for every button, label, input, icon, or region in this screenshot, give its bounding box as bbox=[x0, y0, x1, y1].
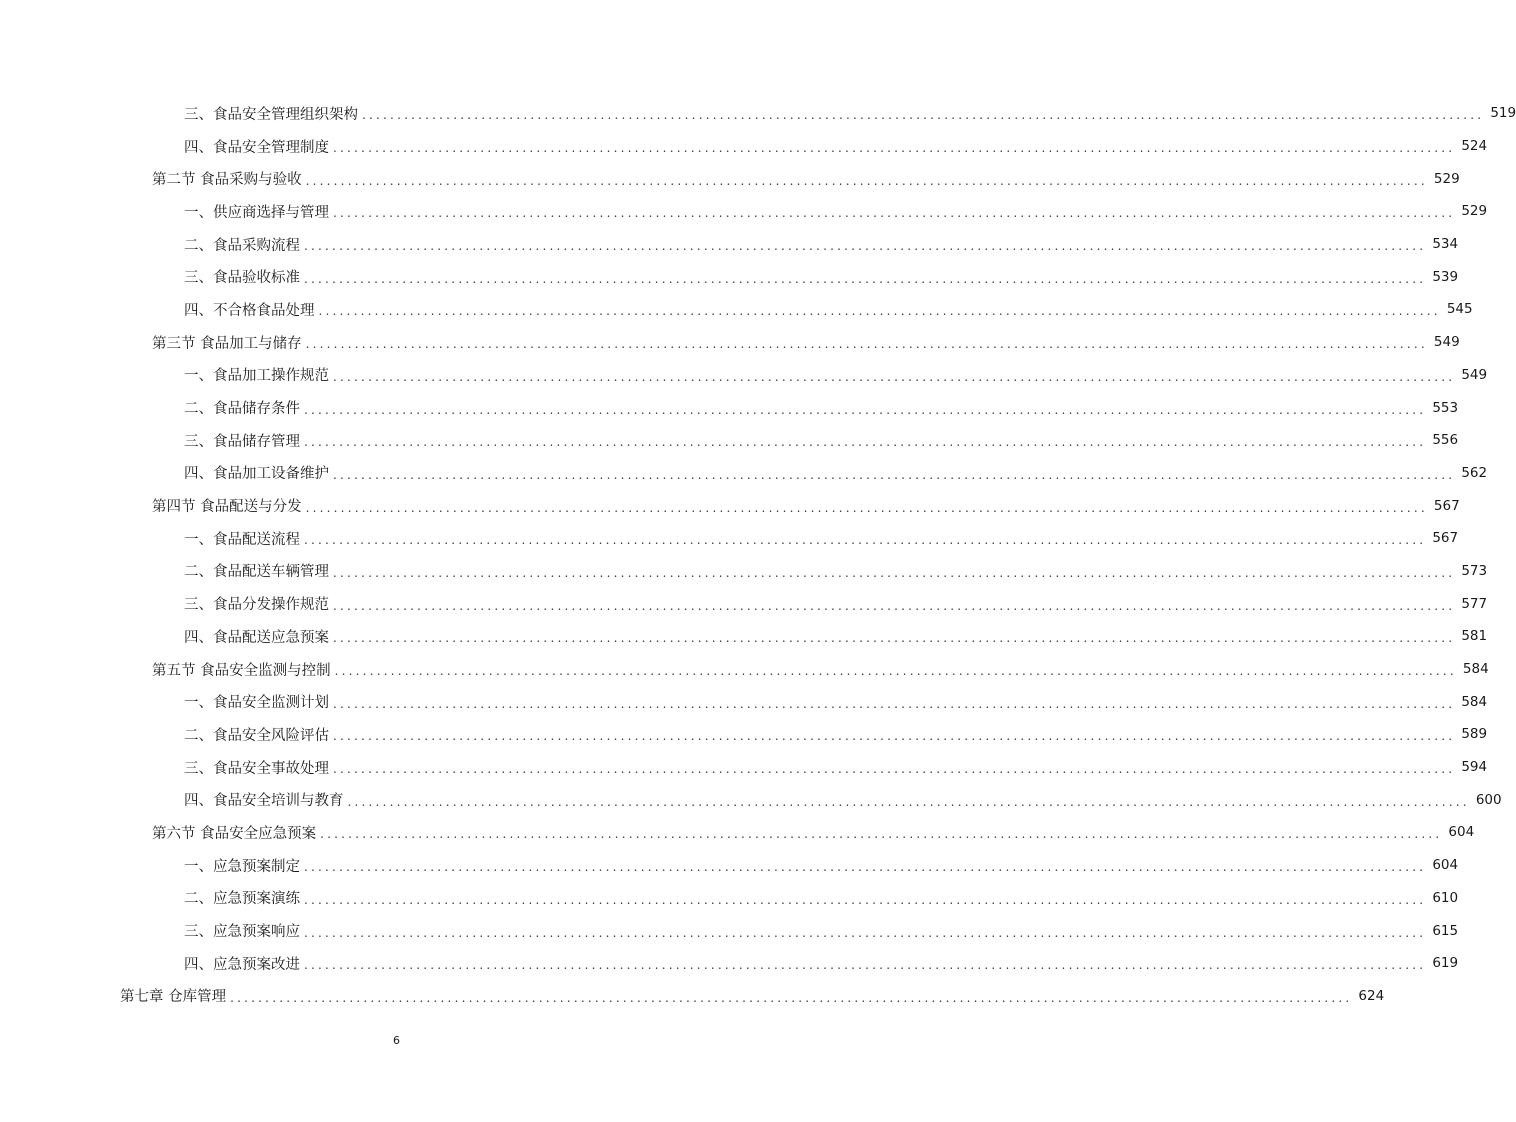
toc-entry-title: 二、食品配送车辆管理 bbox=[184, 564, 329, 581]
toc-section-entry[interactable] bbox=[0, 162, 1460, 195]
toc-entry-title: 一、食品配送流程 bbox=[184, 531, 300, 548]
toc-entry-title: 第五节 食品安全监测与控制 bbox=[152, 662, 331, 679]
toc-entry-title: 一、供应商选择与管理 bbox=[184, 204, 329, 221]
toc-dot-leader: ................................................................................................................................................................ bbox=[304, 239, 1427, 254]
toc-entry-page: 529 bbox=[1461, 203, 1488, 220]
toc-dot-leader: ................................................................................................................................................................ bbox=[333, 696, 1456, 711]
toc-dot-leader: ................................................................................................................................................................ bbox=[362, 108, 1485, 123]
toc-entry-title: 四、食品安全管理制度 bbox=[184, 139, 329, 156]
toc-entry-page: 600 bbox=[1475, 791, 1502, 808]
toc-entry-page: 604 bbox=[1448, 824, 1475, 841]
toc-dot-leader: ................................................................................................................................................................ bbox=[333, 762, 1456, 777]
toc-entry-title: 三、食品验收标准 bbox=[184, 270, 300, 287]
toc-entry-title: 二、食品安全风险评估 bbox=[184, 727, 329, 744]
toc-entry-title: 第四节 食品配送与分发 bbox=[152, 499, 302, 516]
toc-entry-title: 第二节 食品采购与验收 bbox=[152, 172, 302, 189]
toc-entry-title: 二、食品采购流程 bbox=[184, 237, 300, 254]
toc-subsection-entry[interactable] bbox=[0, 424, 1459, 457]
toc-subsection-entry[interactable] bbox=[0, 130, 1488, 163]
toc-entry-title: 第七章 仓库管理 bbox=[120, 989, 227, 1006]
toc-dot-leader: ................................................................................................................................................................ bbox=[333, 369, 1456, 384]
toc-entry-page: 529 bbox=[1433, 170, 1460, 187]
toc-entry-page: 549 bbox=[1433, 334, 1460, 351]
toc-entry-page: 539 bbox=[1432, 268, 1459, 285]
toc-dot-leader: ................................................................................................................................................................ bbox=[334, 664, 1457, 679]
toc-dot-leader: ................................................................................................................................................................ bbox=[304, 860, 1427, 875]
toc-subsection-entry[interactable] bbox=[0, 457, 1488, 490]
toc-entry-title: 三、食品安全管理组织架构 bbox=[184, 106, 358, 123]
toc-dot-leader: ................................................................................................................................................................ bbox=[305, 337, 1428, 352]
toc-dot-leader: ................................................................................................................................................................ bbox=[333, 141, 1456, 156]
toc-entry-page: 549 bbox=[1461, 366, 1488, 383]
toc-dot-leader: ................................................................................................................................................................ bbox=[333, 206, 1456, 221]
toc-dot-leader: ................................................................................................................................................................ bbox=[333, 598, 1456, 613]
toc-entry-page: 604 bbox=[1432, 857, 1459, 874]
toc-subsection-entry[interactable] bbox=[0, 620, 1488, 653]
toc-dot-leader: ................................................................................................................................................................ bbox=[318, 304, 1441, 319]
toc-dot-leader: ................................................................................................................................................................ bbox=[320, 827, 1443, 842]
toc-entry-title: 一、食品加工操作规范 bbox=[184, 368, 329, 385]
toc-dot-leader: ................................................................................................................................................................ bbox=[304, 892, 1427, 907]
toc-entry-title: 四、食品配送应急预案 bbox=[184, 629, 329, 646]
toc-dot-leader: ................................................................................................................................................................ bbox=[304, 958, 1427, 973]
toc-entry-title: 一、应急预案制定 bbox=[184, 858, 300, 875]
toc-subsection-entry[interactable] bbox=[0, 195, 1488, 228]
toc-entry-title: 二、食品储存条件 bbox=[184, 401, 300, 418]
toc-entry-page: 534 bbox=[1432, 236, 1459, 253]
toc-entry-page: 589 bbox=[1461, 726, 1488, 743]
toc-dot-leader: ................................................................................................................................................................ bbox=[333, 631, 1456, 646]
toc-dot-leader: ................................................................................................................................................................ bbox=[333, 565, 1456, 580]
toc-subsection-entry[interactable] bbox=[0, 555, 1488, 588]
toc-entry-title: 三、食品储存管理 bbox=[184, 433, 300, 450]
toc-entry-page: 524 bbox=[1461, 138, 1488, 155]
toc-entry-page: 584 bbox=[1462, 661, 1489, 678]
toc-dot-leader: ................................................................................................................................................................ bbox=[230, 990, 1353, 1005]
toc-entry-page: 581 bbox=[1461, 628, 1488, 645]
toc-entry-title: 二、应急预案演练 bbox=[184, 891, 300, 908]
toc-subsection-entry[interactable] bbox=[0, 685, 1488, 718]
toc-entry-title: 三、应急预案响应 bbox=[184, 924, 300, 941]
table-of-contents bbox=[0, 97, 1516, 1012]
toc-dot-leader: ................................................................................................................................................................ bbox=[304, 402, 1427, 417]
toc-section-entry[interactable] bbox=[0, 816, 1475, 849]
toc-dot-leader: ................................................................................................................................................................ bbox=[304, 435, 1427, 450]
toc-entry-title: 四、食品安全培训与教育 bbox=[184, 793, 344, 810]
toc-entry-page: 573 bbox=[1461, 562, 1488, 579]
page-number: 6 bbox=[393, 1034, 400, 1047]
toc-subsection-entry[interactable] bbox=[0, 947, 1459, 980]
toc-subsection-entry[interactable] bbox=[0, 293, 1473, 326]
toc-entry-page: 553 bbox=[1432, 399, 1459, 416]
toc-entry-title: 一、食品安全监测计划 bbox=[184, 695, 329, 712]
toc-entry-title: 四、食品加工设备维护 bbox=[184, 466, 329, 483]
toc-section-entry[interactable] bbox=[0, 489, 1460, 522]
toc-dot-leader: ................................................................................................................................................................ bbox=[304, 271, 1427, 286]
toc-dot-leader: ................................................................................................................................................................ bbox=[305, 500, 1428, 515]
toc-entry-page: 584 bbox=[1461, 693, 1488, 710]
toc-subsection-entry[interactable] bbox=[0, 751, 1488, 784]
toc-entry-title: 四、应急预案改进 bbox=[184, 956, 300, 973]
toc-subsection-entry[interactable] bbox=[0, 97, 1516, 130]
toc-dot-leader: ................................................................................................................................................................ bbox=[347, 794, 1470, 809]
toc-dot-leader: ................................................................................................................................................................ bbox=[305, 173, 1428, 188]
toc-entry-page: 610 bbox=[1432, 889, 1459, 906]
toc-entry-page: 619 bbox=[1432, 955, 1459, 972]
toc-subsection-entry[interactable] bbox=[0, 359, 1488, 392]
toc-subsection-entry[interactable] bbox=[0, 914, 1459, 947]
toc-entry-page: 562 bbox=[1461, 464, 1488, 481]
toc-section-entry[interactable] bbox=[0, 653, 1489, 686]
toc-entry-title: 三、食品分发操作规范 bbox=[184, 597, 329, 614]
toc-entry-page: 615 bbox=[1432, 922, 1459, 939]
toc-subsection-entry[interactable] bbox=[0, 882, 1459, 915]
toc-entry-page: 577 bbox=[1461, 595, 1488, 612]
toc-chapter-entry[interactable] bbox=[0, 980, 1385, 1013]
toc-dot-leader: ................................................................................................................................................................ bbox=[304, 533, 1427, 548]
toc-entry-title: 第六节 食品安全应急预案 bbox=[152, 825, 317, 842]
toc-dot-leader: ................................................................................................................................................................ bbox=[304, 925, 1427, 940]
toc-entry-page: 567 bbox=[1433, 497, 1460, 514]
toc-subsection-entry[interactable] bbox=[0, 260, 1459, 293]
toc-entry-page: 519 bbox=[1490, 105, 1516, 122]
toc-subsection-entry[interactable] bbox=[0, 522, 1459, 555]
toc-entry-page: 624 bbox=[1358, 987, 1385, 1004]
toc-subsection-entry[interactable] bbox=[0, 718, 1488, 751]
toc-subsection-entry[interactable] bbox=[0, 783, 1502, 816]
toc-entry-title: 三、食品安全事故处理 bbox=[184, 760, 329, 777]
toc-subsection-entry[interactable] bbox=[0, 228, 1459, 261]
toc-subsection-entry[interactable] bbox=[0, 587, 1488, 620]
toc-entry-page: 545 bbox=[1446, 301, 1473, 318]
toc-dot-leader: ................................................................................................................................................................ bbox=[333, 467, 1456, 482]
toc-dot-leader: ................................................................................................................................................................ bbox=[333, 729, 1456, 744]
toc-entry-page: 556 bbox=[1432, 432, 1459, 449]
toc-entry-title: 四、不合格食品处理 bbox=[184, 302, 315, 319]
toc-section-entry[interactable] bbox=[0, 326, 1460, 359]
toc-entry-page: 594 bbox=[1461, 759, 1488, 776]
toc-entry-title: 第三节 食品加工与储存 bbox=[152, 335, 302, 352]
toc-entry-page: 567 bbox=[1432, 530, 1459, 547]
toc-subsection-entry[interactable] bbox=[0, 849, 1459, 882]
toc-subsection-entry[interactable] bbox=[0, 391, 1459, 424]
